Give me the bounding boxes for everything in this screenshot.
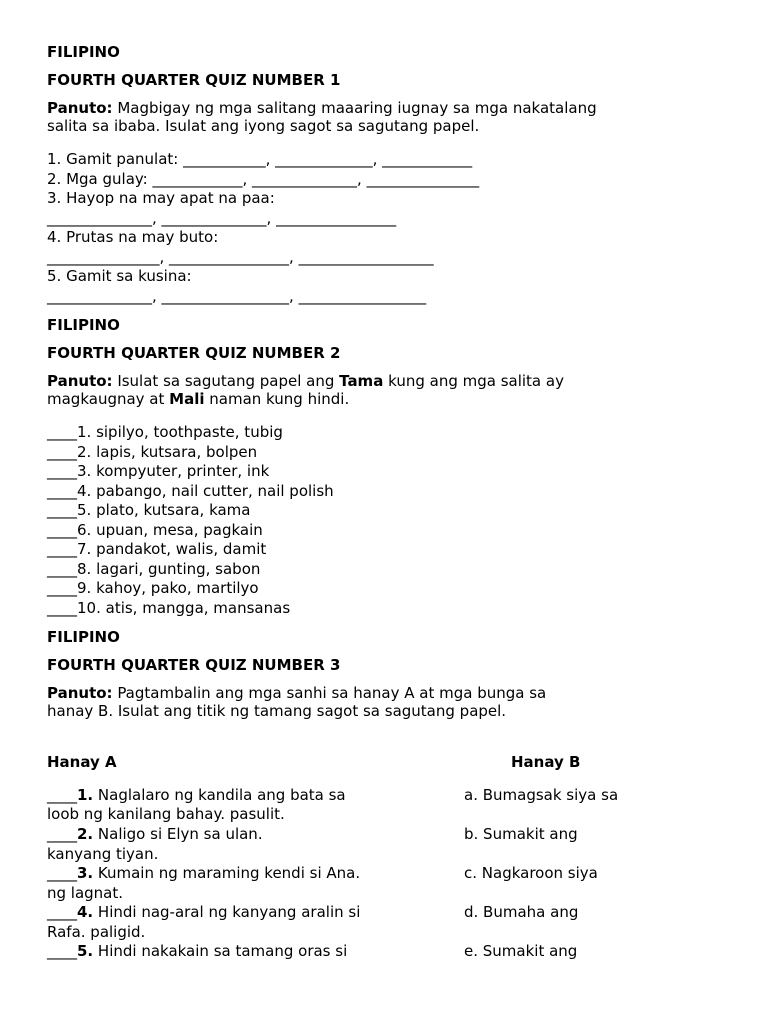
answer-blank: ____: [47, 903, 77, 921]
instruction-text: Magbigay ng mga salitang maaaring iugnay sa mga nakatalang: [112, 99, 597, 117]
quiz1-instructions-line2: salita sa ibaba. Isulat ang iyong sagot sa sagutang papel.: [47, 117, 480, 135]
answer-blank: ____: [47, 942, 77, 960]
quiz1-item: 1. Gamit panulat: ___________, _____________, ____________: [47, 150, 473, 168]
quiz1-answer-line: ______________, ______________, ________________: [47, 209, 397, 227]
quiz2-item: ____6. upuan, mesa, pagkain: [47, 521, 263, 539]
answer-blank: ____: [47, 864, 77, 882]
quiz2-subject: FILIPINO: [47, 316, 120, 334]
quiz3-item-b: a. Bumagsak siya sa: [464, 786, 619, 804]
panuto-label: Panuto:: [47, 684, 113, 702]
item-number: 3.: [77, 864, 94, 882]
quiz3-item-b: e. Sumakit ang: [464, 942, 578, 960]
instruction-text: magkaugnay at: [47, 390, 170, 408]
quiz2-item: ____10. atis, mangga, mansanas: [47, 599, 291, 617]
panuto-label: Panuto:: [47, 372, 113, 390]
tama-keyword: Tama: [339, 372, 384, 390]
quiz3-title: FOURTH QUARTER QUIZ NUMBER 3: [47, 656, 341, 674]
instruction-text: Isulat sa sagutang papel ang: [112, 372, 340, 390]
quiz2-item: ____7. pandakot, walis, damit: [47, 540, 267, 558]
quiz2-item: ____4. pabango, nail cutter, nail polish: [47, 482, 334, 500]
quiz1-answer-line: _______________, ________________, __________________: [47, 248, 434, 266]
quiz3-item-a-continued: loob ng kanilang bahay. pasulit.: [47, 805, 285, 823]
quiz2-item: ____9. kahoy, pako, martilyo: [47, 579, 259, 597]
quiz1-item: 4. Prutas na may buto:: [47, 228, 219, 246]
quiz3-item-a-continued: Rafa. paligid.: [47, 923, 146, 941]
item-number: 5.: [77, 942, 94, 960]
quiz3-item-a-continued: ng lagnat.: [47, 884, 124, 902]
item-number: 2.: [77, 825, 94, 843]
quiz3-instructions-line2: hanay B. Isulat ang titik ng tamang sagot sa sagutang papel.: [47, 702, 507, 720]
instruction-text: naman kung hindi.: [204, 390, 350, 408]
answer-blank: ____: [47, 825, 77, 843]
quiz2-item: ____8. lagari, gunting, sabon: [47, 560, 261, 578]
quiz1-instructions-line1: [47, 99, 597, 118]
quiz1-subject: FILIPINO: [47, 43, 120, 61]
instruction-text: Pagtambalin ang mga sanhi sa hanay A at mga bunga sa: [112, 684, 547, 702]
quiz2-item: ____2. lapis, kutsara, bolpen: [47, 443, 258, 461]
quiz3-item-a: [47, 786, 346, 805]
item-text: Hindi nag-aral ng kanyang aralin si: [93, 903, 361, 921]
mali-keyword: Mali: [169, 390, 205, 408]
item-number: 1.: [77, 786, 94, 804]
quiz3-item-a: [47, 942, 347, 961]
item-text: Naligo si Elyn sa ulan.: [93, 825, 263, 843]
quiz2-instructions-line2: [47, 390, 349, 409]
quiz1-item: 5. Gamit sa kusina:: [47, 267, 192, 285]
quiz3-subject: FILIPINO: [47, 628, 120, 646]
quiz3-item-a: [47, 825, 263, 844]
quiz3-item-a-continued: kanyang tiyan.: [47, 845, 159, 863]
quiz2-item: ____5. plato, kutsara, kama: [47, 501, 251, 519]
quiz3-item-a: [47, 864, 360, 883]
quiz1-item: 2. Mga gulay: ____________, ______________, _______________: [47, 170, 480, 188]
item-number: 4.: [77, 903, 94, 921]
quiz2-title: FOURTH QUARTER QUIZ NUMBER 2: [47, 344, 341, 362]
hanay-a-heading: Hanay A: [47, 753, 117, 771]
item-text: Hindi nakakain sa tamang oras si: [93, 942, 348, 960]
quiz3-item-a: [47, 903, 360, 922]
instruction-text: kung ang mga salita ay: [383, 372, 564, 390]
quiz2-instructions-line1: [47, 372, 564, 391]
item-text: Kumain ng maraming kendi si Ana.: [93, 864, 361, 882]
answer-blank: ____: [47, 786, 77, 804]
quiz1-title: FOURTH QUARTER QUIZ NUMBER 1: [47, 71, 341, 89]
panuto-label: Panuto:: [47, 99, 113, 117]
quiz3-item-b: b. Sumakit ang: [464, 825, 578, 843]
item-text: Naglalaro ng kandila ang bata sa: [93, 786, 346, 804]
quiz1-answer-line: ______________, _________________, _________________: [47, 287, 427, 305]
quiz1-item: 3. Hayop na may apat na paa:: [47, 189, 275, 207]
quiz3-item-b: d. Bumaha ang: [464, 903, 579, 921]
quiz3-instructions-line1: [47, 684, 546, 703]
quiz2-item: ____3. kompyuter, printer, ink: [47, 462, 270, 480]
quiz3-item-b: c. Nagkaroon siya: [464, 864, 598, 882]
quiz2-item: ____1. sipilyo, toothpaste, tubig: [47, 423, 283, 441]
hanay-b-heading: Hanay B: [511, 753, 581, 771]
